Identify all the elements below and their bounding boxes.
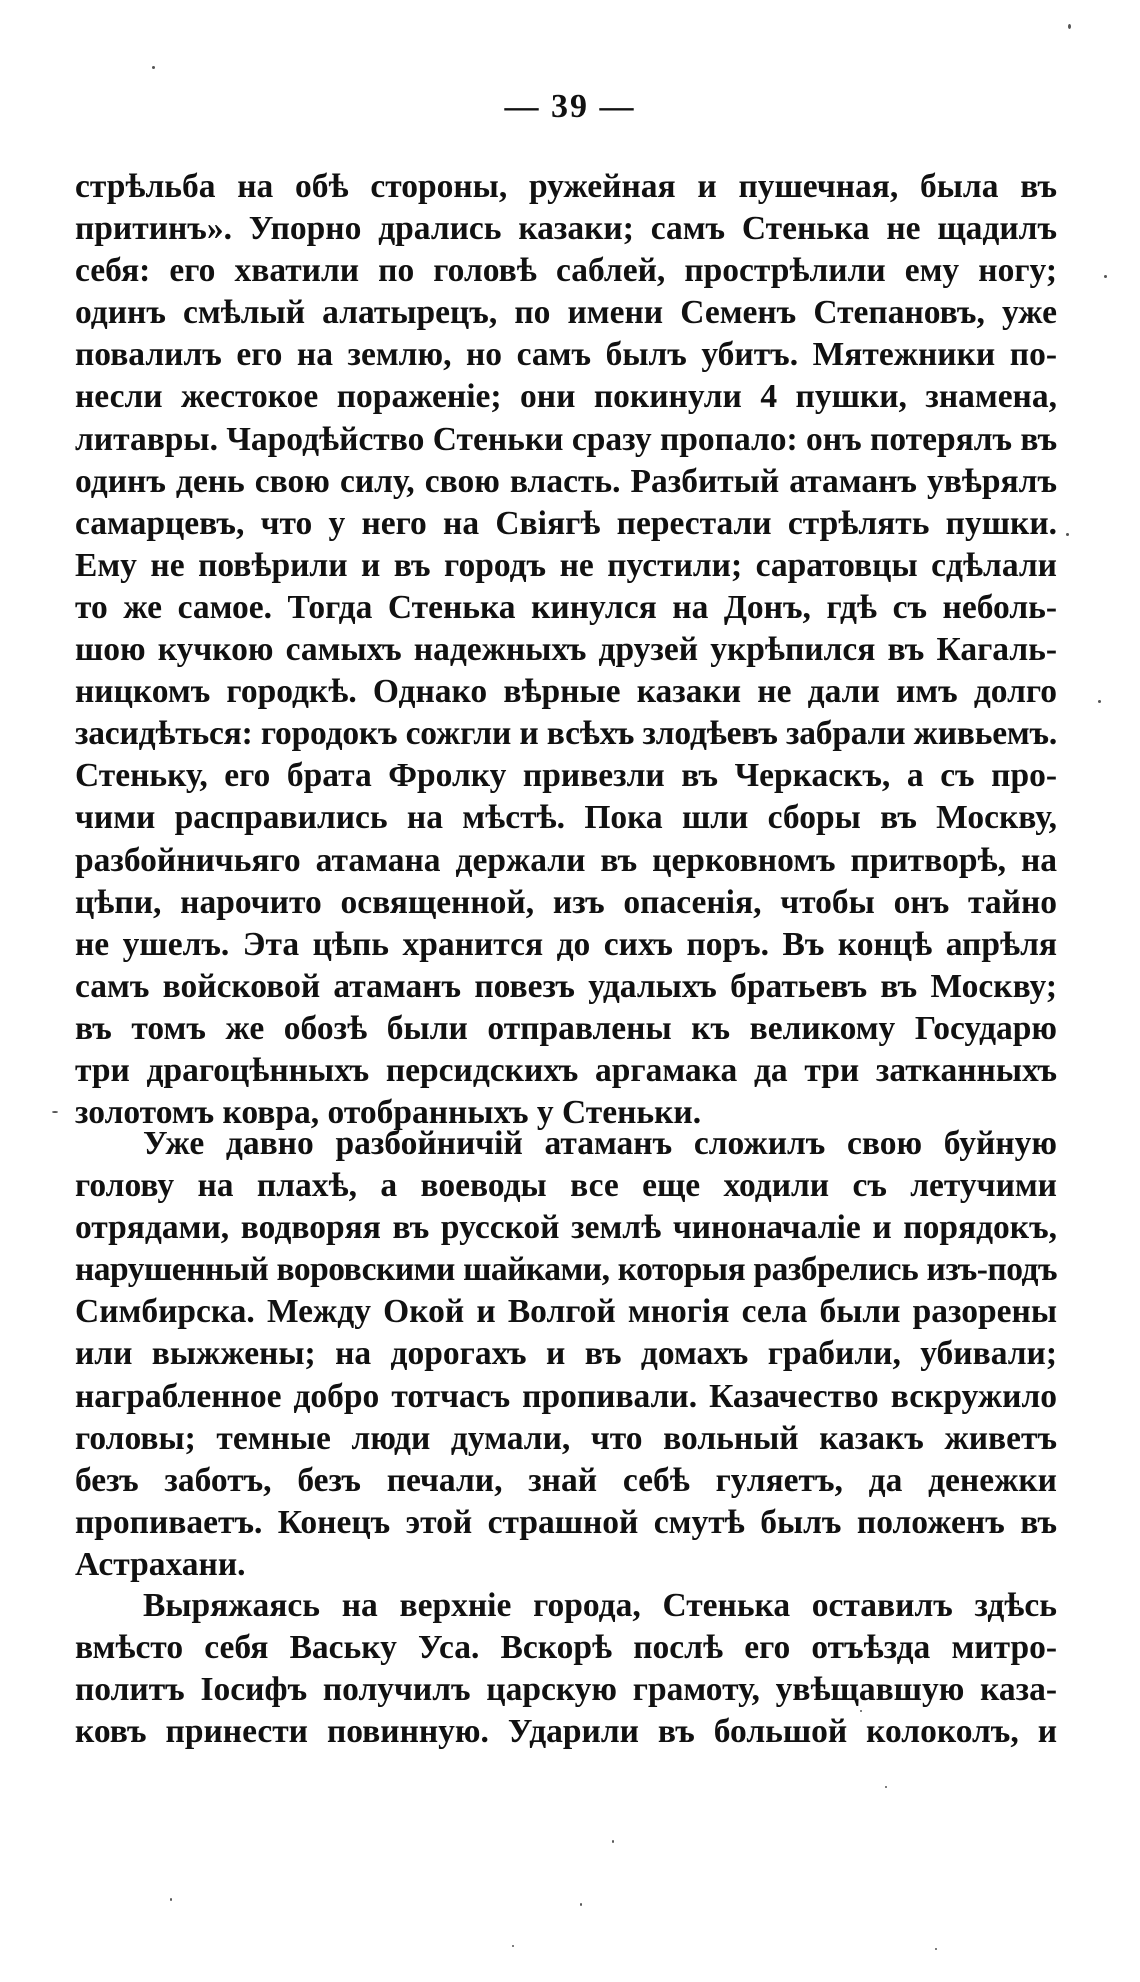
- text-line: Уже давно разбойничій атаманъ сложилъ свою буйную: [143, 1125, 1057, 1162]
- text-line: себя: его хватили по головѣ саблей, прострѣлили ему ногу;: [75, 252, 1057, 290]
- text-line: голову на плахѣ, а воеводы все еще ходили съ летучими: [75, 1167, 1057, 1205]
- text-line: въ томъ же обозѣ были отправлены къ великому Государю: [75, 1009, 1057, 1047]
- paragraph-3: [75, 1585, 1057, 1753]
- text-line: разбойничьяго атамана держали въ церковномъ притворѣ, на: [75, 841, 1057, 879]
- text-line: стрѣльба на обѣ стороны, ружейная и пушечная, была въ: [75, 168, 1057, 205]
- text-line: Симбирска. Между Окой и Волгой многія села были разорены: [75, 1293, 1057, 1331]
- scan-speck: [1066, 533, 1069, 536]
- text-line: то же самое. Тогда Стенька кинулся на Донъ, гдѣ съ неболь-: [75, 588, 1057, 626]
- text-line: литавры. Чародѣйство Стеньки сразу пропало: онъ потерялъ въ: [75, 420, 1058, 458]
- text-line: чими расправились на мѣстѣ. Пока шли сборы въ Москву,: [75, 799, 1057, 837]
- scan-speck: [935, 1948, 937, 1950]
- text-line: нарушенный воровскими шайками, которыя разбрелись изъ-подъ: [75, 1251, 1057, 1289]
- scan-speck: [52, 1111, 58, 1113]
- text-line: шою кучкою самыхъ надежныхъ друзей укрѣпился въ Кагаль-: [75, 631, 1057, 669]
- text-line: одинъ день свою силу, свою власть. Разбитый атаманъ увѣрялъ: [75, 462, 1057, 500]
- text-line: награбленное добро тотчасъ пропивали. Казачество вскружило: [75, 1377, 1057, 1415]
- scan-speck: [1068, 24, 1071, 29]
- text-line: безъ заботъ, безъ печали, знай себѣ гуляетъ, да денежки: [75, 1461, 1057, 1499]
- text-line: Астрахани.: [75, 1545, 246, 1583]
- text-line: цѣпи, нарочито освященной, изъ опасенія, чтобы онъ тайно: [75, 883, 1057, 921]
- text-line: Ему не повѣрили и въ городъ не пустили; саратовцы сдѣлали: [75, 546, 1057, 584]
- scan-speck: [860, 1710, 862, 1712]
- text-line: отрядами, водворяя въ русской землѣ чиноначаліе и порядокъ,: [75, 1209, 1057, 1247]
- scan-speck: [885, 1786, 887, 1788]
- text-line: вмѣсто себя Ваську Уса. Вскорѣ послѣ его отъѣзда митро-: [75, 1629, 1057, 1667]
- text-line: притинъ». Упорно дрались казаки; самъ Стенька не щадилъ: [75, 210, 1057, 248]
- scan-speck: [612, 1840, 614, 1843]
- text-line: самъ войсковой атаманъ повезъ удалыхъ братьевъ въ Москву;: [75, 967, 1057, 1005]
- text-line: золотомъ ковра, отобранныхъ у Стеньки.: [75, 1094, 702, 1132]
- text-line: политъ Іосифъ получилъ царскую грамоту, увѣщавшую каза-: [75, 1671, 1057, 1709]
- text-line: пропиваетъ. Конецъ этой страшной смутѣ былъ положенъ въ: [75, 1503, 1057, 1541]
- page-number: — 39 —: [504, 88, 636, 125]
- paragraph-1: [75, 166, 1057, 1134]
- text-line: не ушелъ. Эта цѣпь хранится до сихъ поръ. Въ концѣ апрѣля: [75, 925, 1057, 963]
- text-line: самарцевъ, что у него на Свіягѣ перестали стрѣлять пушки.: [75, 504, 1057, 542]
- text-line: Выряжаясь на верхніе города, Стенька оставилъ здѣсь: [143, 1587, 1057, 1624]
- paragraph-2: [75, 1123, 1057, 1586]
- text-line: три драгоцѣнныхъ персидскихъ аргамака да три затканныхъ: [75, 1051, 1057, 1089]
- scan-speck: [1104, 275, 1107, 278]
- scan-speck: [170, 1898, 172, 1901]
- text-line: повалилъ его на землю, но самъ былъ убитъ. Мятежники по-: [75, 336, 1057, 374]
- text-line: ковъ принести повинную. Ударили въ большой колоколъ, и: [75, 1713, 1057, 1751]
- text-line: ницкомъ городкѣ. Однако вѣрные казаки не дали имъ долго: [75, 673, 1057, 711]
- text-line: головы; темные люди думали, что вольный казакъ живетъ: [75, 1419, 1057, 1457]
- scan-speck: [580, 1903, 582, 1906]
- scan-speck: [512, 1945, 514, 1947]
- text-line: или выжжены; на дорогахъ и въ домахъ грабили, убивали;: [75, 1335, 1057, 1373]
- text-line: Стеньку, его брата Фролку привезли въ Черкаскъ, а съ про-: [75, 757, 1057, 795]
- scan-speck: [1098, 700, 1101, 703]
- text-line: засидѣться: городокъ сожгли и всѣхъ злодѣевъ забрали живьемъ.: [75, 715, 1057, 753]
- text-line: несли жестокое пораженіе; они покинули 4 пушки, знамена,: [75, 378, 1057, 416]
- scan-speck: [152, 66, 155, 69]
- text-line: одинъ смѣлый алатырецъ, по имени Семенъ Степановъ, уже: [75, 294, 1057, 332]
